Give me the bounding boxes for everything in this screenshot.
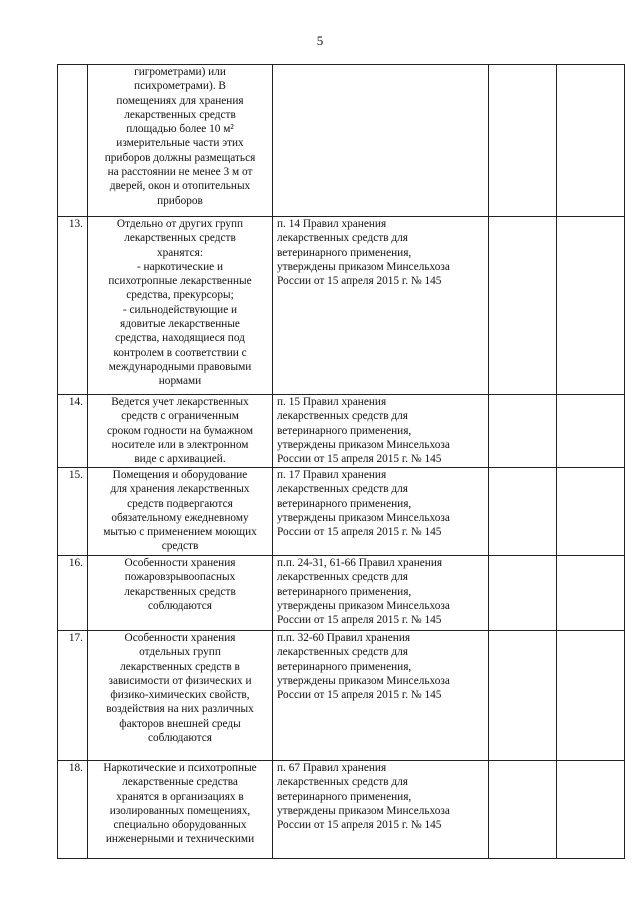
page-number: 5 bbox=[316, 33, 324, 48]
reference-line: утверждены приказом Минсельхоза bbox=[277, 438, 450, 451]
requirement-line: контролем в соответствии с bbox=[113, 346, 247, 359]
requirement-line: факторов внешней среды bbox=[119, 717, 241, 730]
answer-cell-b[interactable] bbox=[557, 761, 625, 859]
answer-cell-a[interactable] bbox=[489, 556, 557, 631]
reference-line: утверждены приказом Минсельхоза bbox=[277, 674, 450, 687]
reference-line: п. 17 Правил хранения bbox=[277, 469, 387, 481]
requirement-line: Особенности хранения bbox=[124, 557, 236, 569]
reference-line: ветеринарного применения, bbox=[277, 497, 412, 510]
requirement-cell bbox=[88, 761, 273, 859]
row-number-cell: 13. bbox=[58, 217, 88, 395]
requirement-line: средств подвергаются bbox=[127, 497, 233, 510]
reference-line: п. 14 Правил хранения bbox=[277, 218, 387, 230]
requirement-cell bbox=[88, 65, 273, 217]
requirement-line: дверей, окон и отопительных bbox=[109, 180, 251, 193]
requirement-line: специально оборудованных bbox=[113, 819, 247, 832]
reference-cell bbox=[273, 217, 489, 395]
requirement-line: Отдельно от других групп bbox=[116, 218, 244, 230]
table-row bbox=[58, 556, 625, 631]
reference-line: лекарственных средств для bbox=[277, 410, 408, 423]
table-row bbox=[58, 761, 625, 859]
requirement-line: средств с ограниченным bbox=[121, 410, 239, 423]
requirement-line: средства, находящиеся под bbox=[115, 332, 245, 345]
answer-cell-b[interactable] bbox=[557, 217, 625, 395]
requirement-line: лекарственных средств bbox=[124, 232, 236, 245]
reference-line: России от 15 апреля 2015 г. № 145 bbox=[277, 689, 442, 702]
requirement-line: для хранения лекарственных bbox=[110, 483, 250, 496]
row-number-cell: 18. bbox=[58, 761, 88, 859]
answer-cell-a[interactable] bbox=[489, 468, 557, 556]
requirement-line: Ведется учет лекарственных bbox=[111, 396, 249, 408]
requirement-line: средства, прекурсоры; bbox=[126, 289, 234, 302]
requirement-line: виде с архивацией. bbox=[134, 453, 226, 466]
reference-line: лекарственных средств для bbox=[277, 571, 408, 584]
answer-cell-a[interactable] bbox=[489, 395, 557, 468]
reference-line: ветеринарного применения, bbox=[277, 790, 412, 803]
reference-cell bbox=[273, 556, 489, 631]
requirement-line: соблюдаются bbox=[148, 599, 212, 612]
table-row bbox=[58, 217, 625, 395]
row-number-cell: 14. bbox=[58, 395, 88, 468]
requirement-line: площадью более 10 м² bbox=[126, 123, 234, 136]
requirement-line: средств bbox=[161, 540, 199, 553]
requirement-line: Наркотические и психотропные bbox=[103, 762, 257, 774]
reference-line: ветеринарного применения, bbox=[277, 246, 412, 259]
answer-cell-a[interactable] bbox=[489, 761, 557, 859]
answer-cell-b[interactable] bbox=[557, 395, 625, 468]
reference-line: лекарственных средств для bbox=[277, 483, 408, 496]
requirement-line: отдельных групп bbox=[139, 646, 221, 659]
requirement-line: - сильнодействующие и bbox=[122, 303, 238, 316]
answer-cell-b[interactable] bbox=[557, 631, 625, 761]
reference-line: лекарственных средств для bbox=[277, 232, 408, 245]
requirement-line: воздействия на них различных bbox=[106, 703, 254, 716]
reference-line: лекарственных средств для bbox=[277, 776, 408, 789]
answer-cell-b[interactable] bbox=[557, 468, 625, 556]
requirement-line: соблюдаются bbox=[148, 732, 212, 745]
reference-line: утверждены приказом Минсельхоза bbox=[277, 511, 450, 524]
answer-cell-a[interactable] bbox=[489, 65, 557, 217]
reference-line: п. 15 Правил хранения bbox=[277, 396, 387, 408]
reference-line: России от 15 апреля 2015 г. № 145 bbox=[277, 275, 442, 288]
answer-cell-b[interactable] bbox=[557, 65, 625, 217]
table-row bbox=[58, 65, 625, 217]
requirement-cell bbox=[88, 468, 273, 556]
requirement-line: приборов bbox=[157, 194, 203, 207]
table-row bbox=[58, 631, 625, 761]
table-row bbox=[58, 395, 625, 468]
reference-cell bbox=[273, 395, 489, 468]
requirement-line: хранятся: bbox=[157, 246, 203, 259]
reference-line: России от 15 апреля 2015 г. № 145 bbox=[277, 526, 442, 539]
requirement-line: лекарственных средств bbox=[124, 585, 236, 598]
checklist-table bbox=[57, 64, 625, 859]
requirement-cell bbox=[88, 556, 273, 631]
requirement-line: измерительные части этих bbox=[116, 137, 244, 150]
reference-line: п. 67 Правил хранения bbox=[277, 762, 387, 774]
requirement-cell bbox=[88, 395, 273, 468]
row-number-cell: 15. bbox=[58, 468, 88, 556]
reference-cell bbox=[273, 468, 489, 556]
requirement-line: гигрометрами) или bbox=[134, 66, 226, 78]
reference-line: лекарственных средств для bbox=[277, 646, 408, 659]
requirement-line: изолированных помещениях, bbox=[109, 804, 251, 817]
requirement-line: лекарственных средств bbox=[124, 108, 236, 121]
requirement-cell bbox=[88, 217, 273, 395]
answer-cell-a[interactable] bbox=[489, 631, 557, 761]
requirement-line: приборов должны размещаться bbox=[104, 151, 256, 164]
reference-cell bbox=[273, 761, 489, 859]
row-number-cell bbox=[58, 65, 88, 217]
requirement-line: обязательному ежедневному bbox=[111, 511, 249, 524]
reference-line: ветеринарного применения, bbox=[277, 585, 412, 598]
reference-line: России от 15 апреля 2015 г. № 145 bbox=[277, 614, 442, 627]
reference-line: России от 15 апреля 2015 г. № 145 bbox=[277, 819, 442, 832]
requirement-line: носителе или в электронном bbox=[111, 438, 249, 451]
reference-line: утверждены приказом Минсельхоза bbox=[277, 260, 450, 273]
requirement-line: психрометрами). В bbox=[134, 80, 226, 93]
requirement-line: психотропные лекарственные bbox=[108, 275, 252, 288]
requirement-line: Особенности хранения bbox=[124, 632, 236, 644]
requirement-line: сроком годности на бумажном bbox=[106, 424, 254, 437]
answer-cell-a[interactable] bbox=[489, 217, 557, 395]
requirement-line: лекарственные средства bbox=[122, 776, 238, 789]
reference-cell bbox=[273, 65, 489, 217]
requirement-line: помещениях для хранения bbox=[116, 94, 244, 107]
requirement-line: лекарственных средств в bbox=[120, 660, 240, 673]
requirement-line: ядовитые лекарственные bbox=[120, 318, 240, 331]
reference-cell bbox=[273, 631, 489, 761]
table-row bbox=[58, 468, 625, 556]
reference-line: ветеринарного применения, bbox=[277, 424, 412, 437]
row-number-cell: 16. bbox=[58, 556, 88, 631]
requirement-line: - наркотические и bbox=[136, 260, 224, 273]
reference-line: п.п. 32-60 Правил хранения bbox=[277, 632, 411, 644]
requirement-line: физико-химических свойств, bbox=[110, 689, 250, 702]
requirement-line: хранятся в организациях в bbox=[116, 790, 244, 803]
requirement-line: международными правовыми bbox=[108, 360, 252, 373]
reference-line: ветеринарного применения, bbox=[277, 660, 412, 673]
requirement-line: мытью с применением моющих bbox=[103, 526, 257, 539]
requirement-line: зависимости от физических и bbox=[108, 674, 252, 687]
reference-line: утверждены приказом Минсельхоза bbox=[277, 804, 450, 817]
requirement-line: нормами bbox=[158, 375, 202, 388]
requirement-line: пожаровзрывоопасных bbox=[124, 571, 236, 584]
requirement-line: инженерными и техническими bbox=[105, 833, 255, 846]
reference-line: п.п. 24-31, 61-66 Правил хранения bbox=[277, 557, 443, 569]
reference-line: России от 15 апреля 2015 г. № 145 bbox=[277, 453, 442, 466]
answer-cell-b[interactable] bbox=[557, 556, 625, 631]
requirement-line: на расстоянии не менее 3 м от bbox=[107, 166, 253, 179]
reference-line: утверждены приказом Минсельхоза bbox=[277, 599, 450, 612]
requirement-cell bbox=[88, 631, 273, 761]
row-number-cell: 17. bbox=[58, 631, 88, 761]
requirement-line: Помещения и оборудование bbox=[112, 469, 248, 481]
